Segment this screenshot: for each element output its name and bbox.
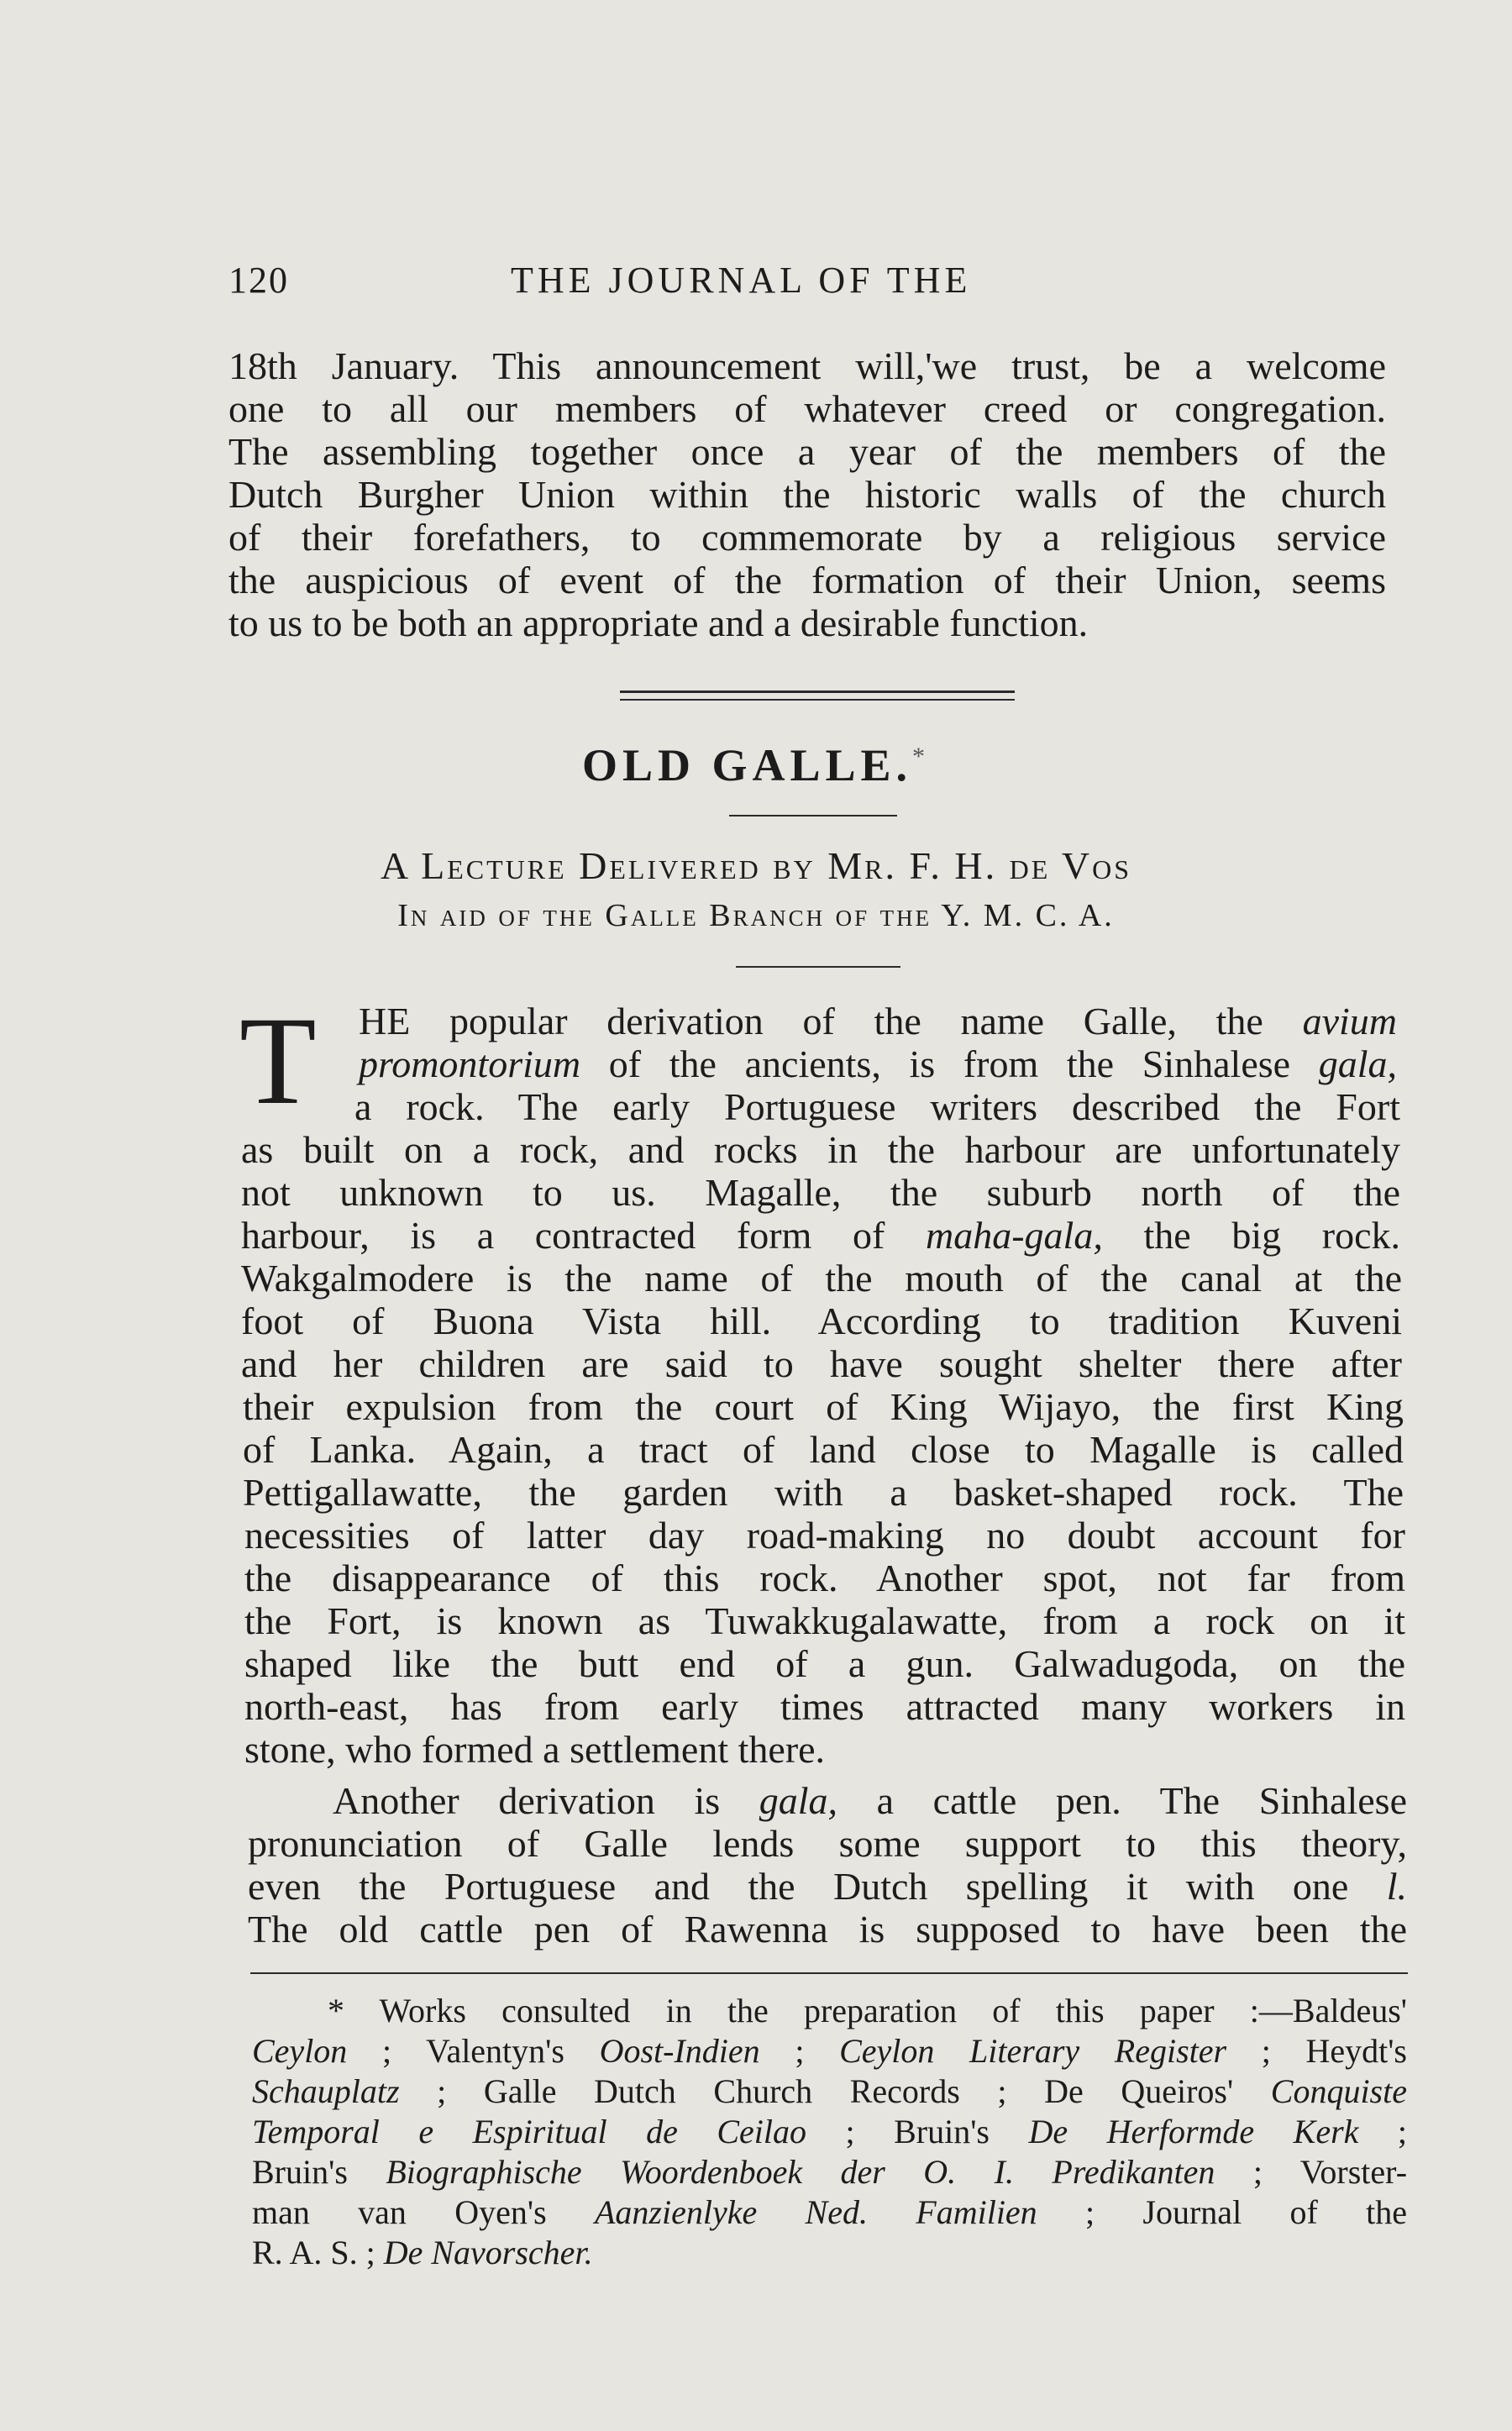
paragraph-line: Wakgalmodere is the name of the mouth of the canal at the	[241, 1257, 1402, 1300]
lecture-occasion: In aid of the Galle Branch of the Y. M. C. A.	[397, 898, 1115, 933]
article-title	[0, 739, 1512, 791]
footnote-line: man van Oyen's Aanzienlyke Ned. Familien ; Journal of the	[252, 2193, 1407, 2231]
paragraph-line: not unknown to us. Magalle, the suburb north of the	[241, 1171, 1400, 1214]
footnote-line: R. A. S. ; De Navorscher.	[252, 2234, 593, 2271]
intro-line: one to all our members of whatever creed or congregation.	[228, 387, 1386, 430]
paragraph-line: Pettigallawatte, the garden with a basket-shaped rock. The	[243, 1471, 1404, 1514]
paragraph-line: necessities of latter day road-making no doubt account for	[244, 1514, 1405, 1557]
intro-line: Dutch Burgher Union within the historic walls of the church	[228, 473, 1386, 516]
paragraph-line: the Fort, is known as Tuwakkugalawatte, from a rock on it	[244, 1599, 1405, 1642]
paragraph-line: promontorium of the ancients, is from the Sinhalese gala,	[359, 1042, 1397, 1085]
paragraph-line: harbour, is a contracted form of maha-gala, the big rock.	[241, 1214, 1400, 1257]
footnote-line: * Works consulted in the preparation of this paper :—Baldeus'	[328, 1992, 1407, 2029]
intro-line: to us to be both an appropriate and a desirable function.	[228, 601, 1089, 644]
paragraph-line: and her children are said to have sought shelter there after	[241, 1342, 1402, 1385]
intro-line: The assembling together once a year of the members of the	[228, 430, 1386, 473]
paragraph-line: even the Portuguese and the Dutch spelling it with one l.	[248, 1865, 1407, 1908]
separator-rule	[620, 699, 1015, 701]
paragraph-line: pronunciation of Galle lends some support to this theory,	[248, 1822, 1407, 1865]
paragraph-line: their expulsion from the court of King Wijayo, the first King	[243, 1385, 1404, 1428]
paragraph-line: as built on a rock, and rocks in the harbour are unfortunately	[241, 1128, 1400, 1171]
paragraph-line: The old cattle pen of Rawenna is supposed to have been the	[248, 1908, 1407, 1951]
title-underline	[729, 815, 897, 816]
running-head: THE JOURNAL OF THE	[511, 260, 972, 301]
page-header	[228, 259, 1404, 309]
intro-line: 18th January. This announcement will,'we trust, be a welcome	[228, 344, 1386, 387]
paragraph-line: of Lanka. Again, a tract of land close to Magalle is called	[243, 1428, 1404, 1471]
paragraph-line: stone, who formed a settlement there.	[244, 1728, 826, 1771]
paragraph-line: HE popular derivation of the name Galle, the avium	[359, 1000, 1397, 1042]
drop-cap: T	[239, 991, 317, 1131]
page-number: 120	[228, 260, 289, 301]
footnote-line: Schauplatz ; Galle Dutch Church Records ; De Queiros' Conquiste	[252, 2072, 1407, 2110]
intro-line: the auspicious of event of the formation of their Union, seems	[228, 559, 1386, 601]
footnote-line: Bruin's Biographische Woordenboek der O. I. Predikanten ; Vorster-	[252, 2153, 1408, 2191]
intro-line: of their forefathers, to commemorate by a religious service	[228, 516, 1386, 559]
article-title-text: OLD GALLE.	[581, 740, 913, 790]
paragraph-line: Another derivation is gala, a cattle pen. The Sinhalese	[333, 1779, 1407, 1822]
paragraph-line: foot of Buona Vista hill. According to tradition Kuveni	[241, 1300, 1402, 1342]
subtitle-underline	[736, 966, 900, 968]
footnote-rule	[250, 1972, 1408, 1974]
footnote-line: Temporal e Espiritual de Ceilao ; Bruin's De Herformde Kerk ;	[252, 2113, 1408, 2150]
separator-rule	[620, 690, 1015, 693]
lecture-subtitle: A Lecture Delivered by Mr. F. H. de Vos	[380, 844, 1132, 887]
paragraph-line: north-east, has from early times attracted many workers in	[244, 1685, 1405, 1728]
footnote-line: Ceylon ; Valentyn's Oost-Indien ; Ceylon Literary Register ; Heydt's	[252, 2032, 1407, 2070]
paragraph-line: the disappearance of this rock. Another spot, not far from	[244, 1557, 1405, 1599]
title-footnote-mark: *	[912, 743, 931, 770]
paragraph-line: a rock. The early Portuguese writers described the Fort	[354, 1085, 1400, 1128]
paragraph-line: shaped like the butt end of a gun. Galwadugoda, on the	[244, 1642, 1405, 1685]
